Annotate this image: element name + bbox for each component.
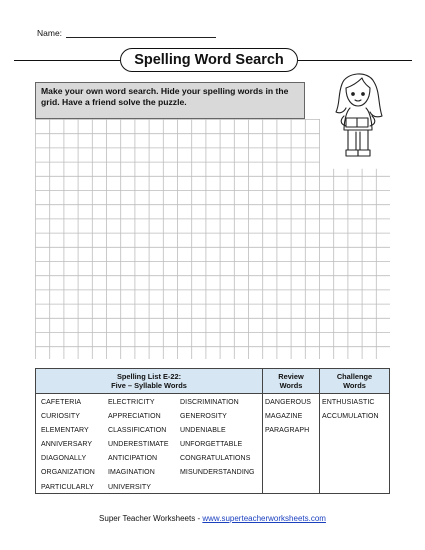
word-item: ANTICIPATION xyxy=(108,455,158,463)
footer xyxy=(0,514,425,523)
word-item: CONGRATULATIONS xyxy=(180,455,251,463)
review-heading-line1: Review xyxy=(278,372,304,381)
spelling-word-table xyxy=(35,368,390,494)
name-line xyxy=(66,37,216,38)
word-item: DIAGONALLY xyxy=(41,455,87,463)
page-title-text: Spelling Word Search xyxy=(134,52,284,68)
word-item: ELECTRICITY xyxy=(108,399,155,406)
word-item: UNDERESTIMATE xyxy=(108,441,169,449)
challenge-heading-line1: Challenge xyxy=(336,372,373,381)
word-item: ANNIVERSARY xyxy=(41,441,93,449)
word-item: PARAGRAPH xyxy=(265,427,310,435)
word-column-3 xyxy=(180,396,255,481)
footer-text: Super Teacher Worksheets - xyxy=(99,514,203,523)
word-item: UNIVERSITY xyxy=(108,483,152,491)
word-item: ORGANIZATION xyxy=(41,469,95,477)
word-item: IMAGINATION xyxy=(108,469,155,477)
word-item: ACCUMULATION xyxy=(322,413,379,421)
spelling-list-heading xyxy=(36,369,262,393)
word-item: PARTICULARLY xyxy=(41,483,94,491)
challenge-word-column xyxy=(322,396,379,424)
review-heading-line2: Words xyxy=(279,381,303,390)
review-heading xyxy=(263,369,319,393)
challenge-heading-line2: Words xyxy=(343,381,366,390)
word-item: CURIOSITY xyxy=(41,413,81,421)
word-item: CLASSIFICATION xyxy=(108,427,167,435)
grid-lines[interactable] xyxy=(35,119,390,359)
review-word-column xyxy=(265,396,311,438)
name-label: Name: xyxy=(37,28,63,38)
word-item: CAFETERIA xyxy=(41,399,82,406)
table-divider-2 xyxy=(319,369,320,493)
word-item: DANGEROUS xyxy=(265,399,312,406)
spelling-list-heading-line2: Five – Syllable Words xyxy=(111,381,187,390)
word-search-grid[interactable] xyxy=(35,119,390,359)
word-item: DISCRIMINATION xyxy=(180,399,239,406)
word-item: ENTHUSIASTIC xyxy=(322,399,375,406)
word-item: UNFORGETTABLE xyxy=(180,441,243,449)
word-item: MISUNDERSTANDING xyxy=(180,469,255,477)
word-item: GENEROSITY xyxy=(180,413,227,421)
word-column-2 xyxy=(108,396,169,495)
word-item: ELEMENTARY xyxy=(41,427,89,435)
spelling-list-heading-line1: Spelling List E-22: xyxy=(116,372,182,381)
instructions-box xyxy=(35,82,305,119)
word-item: MAGAZINE xyxy=(265,413,303,421)
word-item: UNDENIABLE xyxy=(180,427,226,435)
table-divider-1 xyxy=(262,369,263,493)
title-rule-left xyxy=(14,60,120,61)
instructions-text: Make your own word search. Hide your spelling words in the grid. Have a friend solve the puzzle. xyxy=(41,86,289,107)
word-item: APPRECIATION xyxy=(108,413,161,421)
word-column-1 xyxy=(41,396,95,495)
page-title xyxy=(120,48,298,72)
footer-link[interactable]: www.superteacherworksheets.com xyxy=(202,514,326,523)
challenge-heading xyxy=(320,369,389,393)
title-rule-right xyxy=(298,60,412,61)
